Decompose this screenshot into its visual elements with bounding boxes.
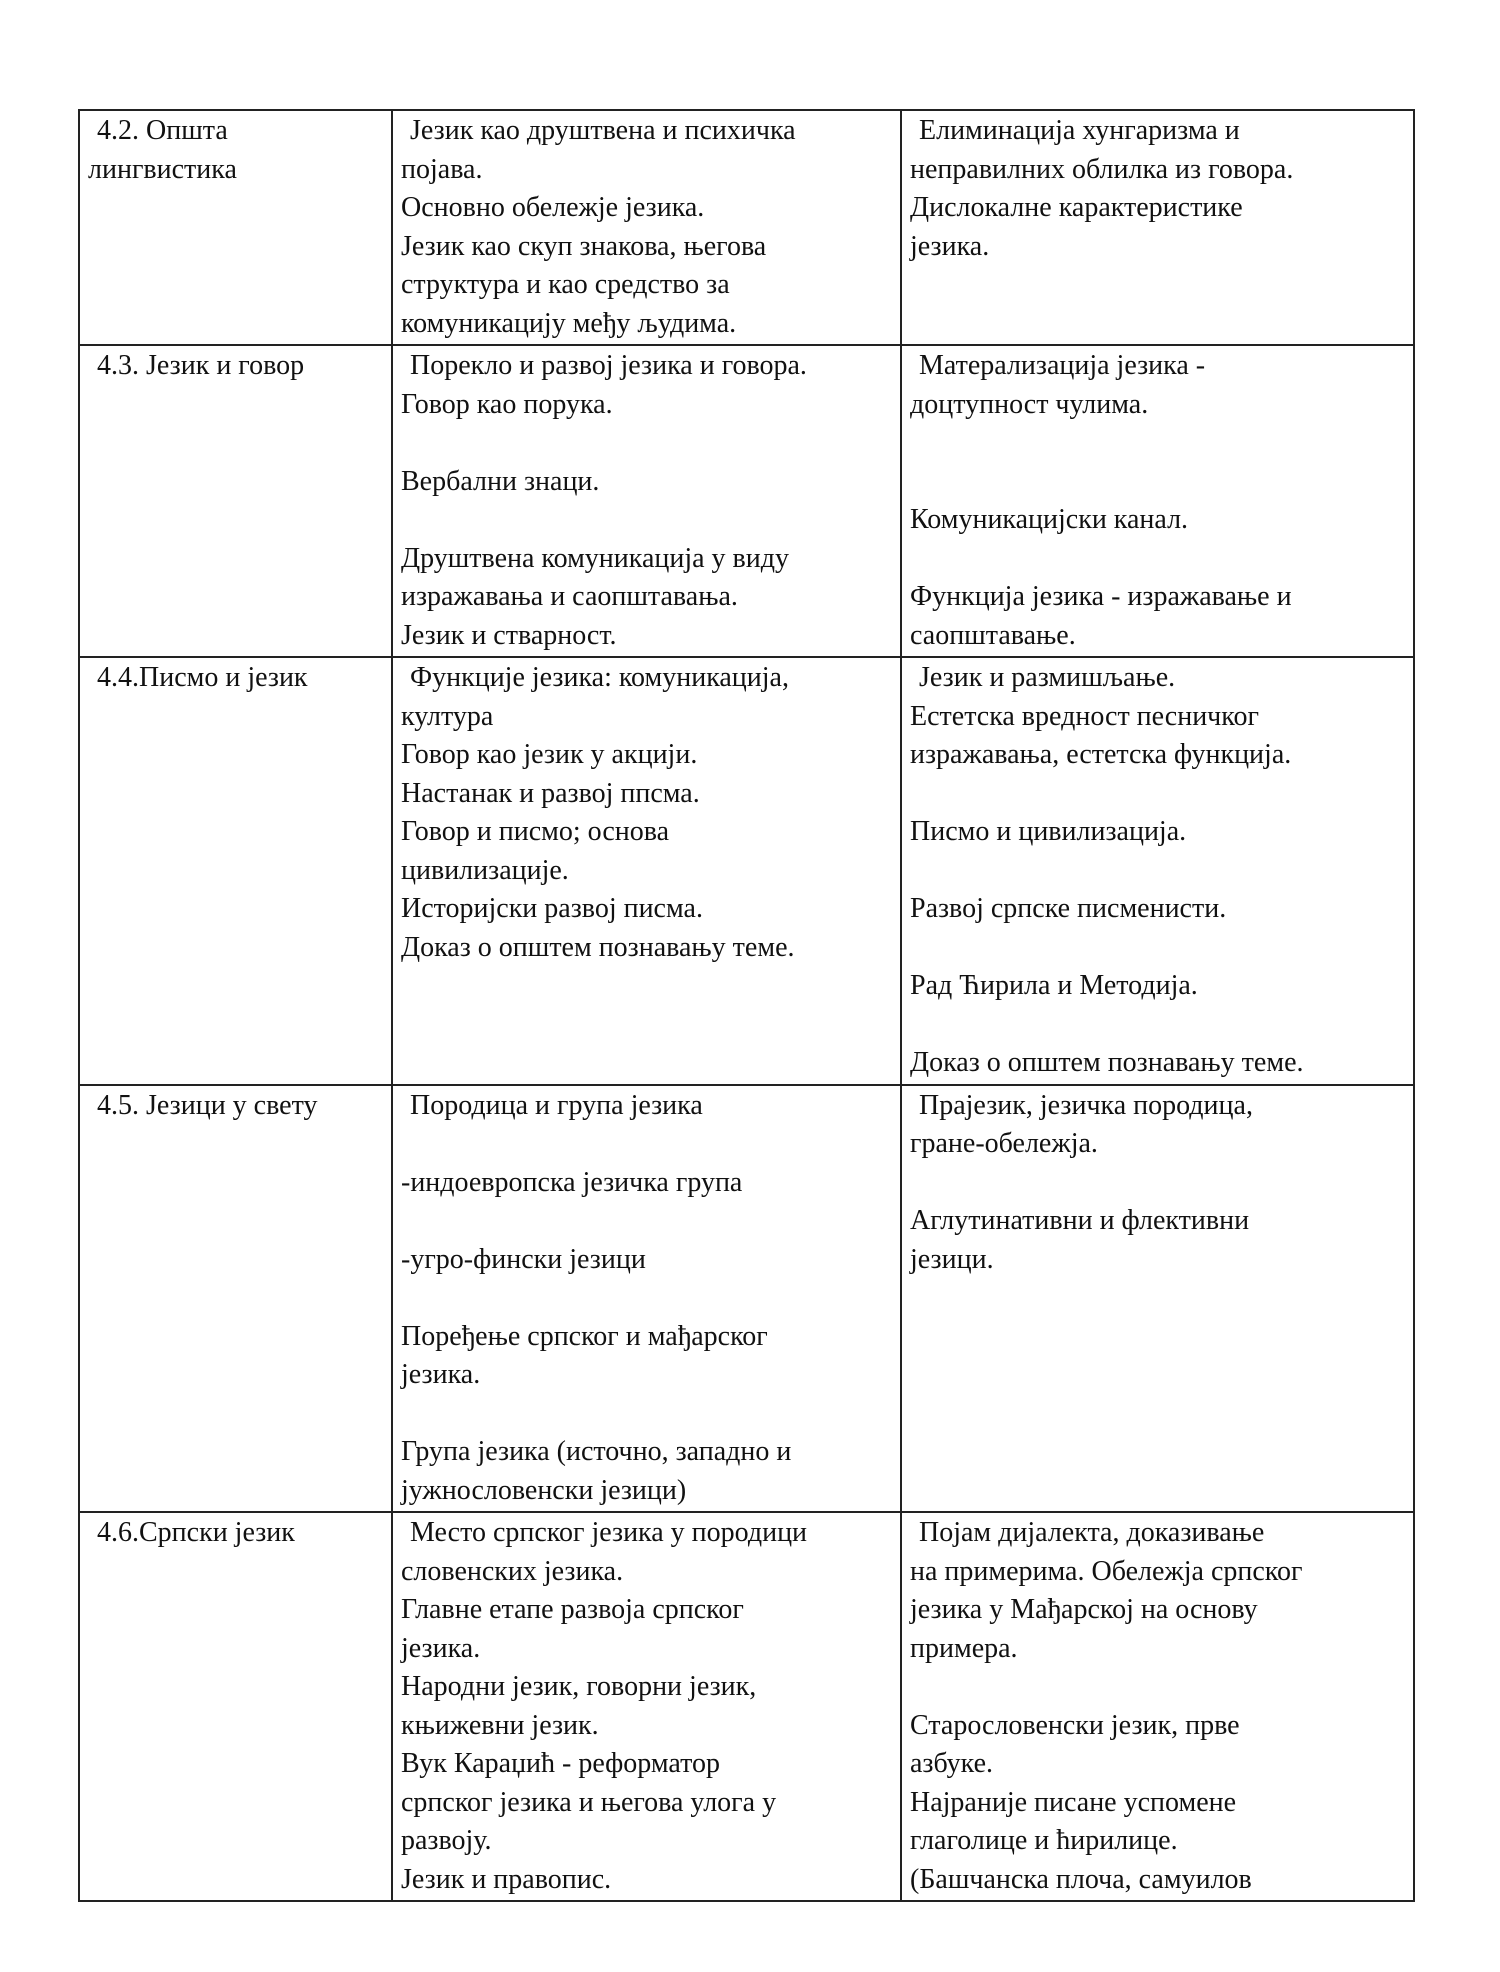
- cell-text-line: (Башчанска плоча, самуилов: [910, 1863, 1252, 1895]
- cell-text-line: Матерализација језика -: [919, 350, 1206, 381]
- cell-text-line: 4.6.Српски језик: [97, 1517, 295, 1548]
- cell-text-line: [910, 852, 1407, 891]
- cell-text-line: Писмо и цивилизација.: [910, 816, 1187, 847]
- cell-text-line: на примерима. Обележја српског: [910, 1555, 1303, 1587]
- cell-text-line: [910, 929, 1407, 968]
- cell-text-line: цивилизације.: [401, 854, 569, 886]
- cell-text-line: [910, 1006, 1407, 1045]
- cell-text-line: Место српског језика у породици: [410, 1517, 808, 1548]
- cell-text-line: Вербални знаци.: [401, 465, 600, 497]
- cell-text-line: Рад Ћирила и Методија.: [910, 970, 1198, 1001]
- cell-text-line: Историјски развој писма.: [401, 893, 703, 924]
- cell-text-line: примера.: [910, 1632, 1018, 1664]
- content-cell: [392, 1512, 901, 1901]
- cell-text-line: књижевни језик.: [401, 1709, 599, 1741]
- cell-text-line: 4.5. Језици у свету: [97, 1089, 318, 1121]
- cell-text-line: [401, 424, 894, 463]
- cell-text-line: Језик као друштвена и психичка: [410, 115, 796, 146]
- cell-text-line: јужнословенски језици): [401, 1474, 687, 1506]
- cell-text-line: глаголице и ћирилице.: [910, 1825, 1178, 1856]
- cell-text-line: развоју.: [401, 1825, 492, 1856]
- content-cell: [392, 657, 901, 1085]
- cell-text-line: доцтупност чулима.: [910, 388, 1149, 420]
- content-cell: [392, 345, 901, 657]
- topic-cell: [79, 345, 392, 657]
- table-row: [79, 110, 1414, 345]
- cell-text-line: [910, 1164, 1407, 1203]
- outcomes-cell: [901, 110, 1414, 345]
- cell-text-line: -индоевропска језичка група: [401, 1166, 743, 1198]
- cell-text-line: [910, 463, 1407, 502]
- cell-text-line: изражавања и саопштавања.: [401, 581, 738, 612]
- content-cell: [392, 1085, 901, 1513]
- topic-cell: [79, 1085, 392, 1513]
- cell-text-line: Аглутинативни и флективни: [910, 1205, 1250, 1236]
- cell-text-line: језика.: [401, 1632, 481, 1664]
- outcomes-cell: [901, 1512, 1414, 1901]
- cell-text-line: азбуке.: [910, 1748, 994, 1779]
- cell-text-line: Народни језик, говорни језик,: [401, 1671, 757, 1702]
- cell-text-line: Естетска вредност песничког: [910, 700, 1259, 732]
- table-row: [79, 345, 1414, 657]
- cell-text-line: Функције језика: комуникација,: [410, 662, 789, 693]
- cell-text-line: [910, 540, 1407, 579]
- cell-text-line: комуникацију међу људима.: [401, 307, 737, 339]
- topic-cell: [79, 1512, 392, 1901]
- cell-text-line: Вук Караџић - реформатор: [401, 1748, 720, 1779]
- cell-text-line: Језик и размишљање.: [919, 662, 1176, 693]
- cell-text-line: Прајезик, језичка породица,: [919, 1089, 1253, 1121]
- table-row: [79, 1085, 1414, 1513]
- topic-cell: [79, 657, 392, 1085]
- cell-text-line: Говор као порука.: [401, 388, 613, 420]
- cell-text-line: српског језика и његова улога у: [401, 1786, 777, 1818]
- outcomes-cell: [901, 1085, 1414, 1513]
- cell-text-line: Друштвена комуникација у виду: [401, 542, 789, 574]
- outcomes-cell: [901, 345, 1414, 657]
- cell-text-line: [401, 501, 894, 540]
- cell-text-line: структура и као средство за: [401, 269, 730, 300]
- curriculum-table: [78, 109, 1415, 1902]
- cell-text-line: Појам дијалекта, доказивање: [919, 1517, 1265, 1548]
- content-cell: [392, 110, 901, 345]
- cell-text-line: 4.4.Писмо и језик: [97, 662, 308, 693]
- cell-text-line: Језик као скуп знакова, његова: [401, 230, 767, 262]
- cell-text-line: [401, 1395, 894, 1434]
- cell-text-line: словенских језика.: [401, 1555, 624, 1587]
- cell-text-line: Говор као језик у акцији.: [401, 739, 698, 770]
- table-row: [79, 1512, 1414, 1901]
- cell-text-line: Најраније писане успомене: [910, 1786, 1237, 1818]
- cell-text-line: Језик и стварност.: [401, 619, 617, 651]
- cell-text-line: 4.3. Језик и говор: [97, 350, 305, 381]
- cell-text-line: појава.: [401, 153, 483, 185]
- cell-text-line: неправилних облилка из говора.: [910, 153, 1294, 185]
- cell-text-line: саопштавање.: [910, 619, 1076, 651]
- cell-text-line: Говор и писмо; основа: [401, 816, 670, 847]
- cell-text-line: Дислокалне карактеристике: [910, 192, 1243, 223]
- cell-text-line: [401, 1202, 894, 1241]
- table-row: [79, 657, 1414, 1085]
- cell-text-line: Елиминација хунгаризма и: [919, 115, 1240, 146]
- cell-text-line: Породица и група језика: [410, 1089, 703, 1121]
- cell-text-line: Језик и правопис.: [401, 1863, 612, 1895]
- cell-text-line: гране-обележја.: [910, 1128, 1098, 1159]
- cell-text-line: језика.: [910, 230, 990, 262]
- cell-text-line: језици.: [910, 1243, 994, 1275]
- topic-cell: [79, 110, 392, 345]
- cell-text-line: Доказ о општем познавању теме.: [910, 1047, 1304, 1078]
- cell-text-line: Настанак и развој ппсма.: [401, 777, 700, 809]
- cell-text-line: 4.2. Општа: [97, 115, 228, 146]
- cell-text-line: Поређење српског и мађарског: [401, 1320, 768, 1352]
- cell-text-line: [910, 424, 1407, 463]
- cell-text-line: [910, 1668, 1407, 1707]
- cell-text-line: Функција језика - изражавање и: [910, 581, 1292, 612]
- curriculum-table-body: [79, 110, 1414, 1901]
- cell-text-line: језика.: [401, 1359, 481, 1390]
- cell-text-line: Главне етапе развоја српског: [401, 1594, 744, 1625]
- cell-text-line: изражавања, естетска функција.: [910, 739, 1292, 770]
- cell-text-line: Комуникацијски канал.: [910, 504, 1189, 535]
- cell-text-line: Основно обележје језика.: [401, 192, 705, 223]
- cell-text-line: лингвистика: [88, 153, 237, 185]
- cell-text-line: Порекло и развој језика и говора.: [410, 350, 807, 381]
- cell-text-line: култура: [401, 700, 494, 732]
- cell-text-line: -угро-фински језици: [401, 1243, 646, 1275]
- cell-text-line: [401, 1279, 894, 1318]
- outcomes-cell: [901, 657, 1414, 1085]
- cell-text-line: Доказ о општем познавању теме.: [401, 931, 795, 963]
- cell-text-line: Старословенски језик, прве: [910, 1709, 1240, 1741]
- cell-text-line: Група језика (источно, западно и: [401, 1436, 792, 1467]
- cell-text-line: Развој српске писменисти.: [910, 893, 1227, 924]
- cell-text-line: језика у Мађарској на основу: [910, 1594, 1258, 1625]
- cell-text-line: [910, 775, 1407, 814]
- cell-text-line: [401, 1125, 894, 1164]
